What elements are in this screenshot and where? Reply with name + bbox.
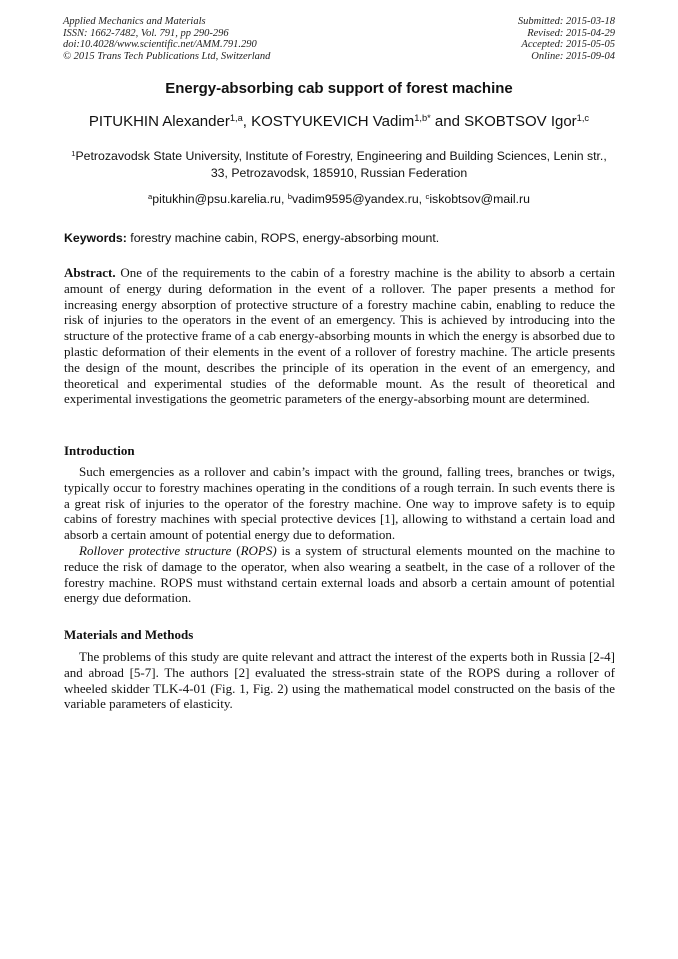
author-name: PITUKHIN Alexander bbox=[88, 113, 230, 130]
abstract-label: Abstract. bbox=[64, 265, 116, 280]
journal-name: Applied Mechanics and Materials bbox=[63, 16, 206, 27]
methods-section bbox=[64, 649, 615, 712]
keywords-label: Keywords: bbox=[64, 231, 127, 245]
author-list bbox=[0, 113, 678, 130]
italic-abbreviation: ROPS) bbox=[240, 542, 277, 558]
paper-title: Energy-absorbing cab support of forest machine bbox=[165, 80, 513, 97]
author-separator: , bbox=[242, 113, 252, 130]
paren-open: ( bbox=[231, 542, 241, 558]
revised-date: Revised: 2015-04-29 bbox=[527, 27, 615, 39]
author-separator: and bbox=[430, 113, 465, 130]
author-superscript: 1,a bbox=[229, 112, 243, 123]
doi-line: doi:10.4028/www.scientific.net/AMM.791.290 bbox=[63, 39, 257, 50]
email-superscript: c bbox=[425, 191, 430, 201]
paragraph: Such emergencies as a rollover and cabin’s impact with the ground, falling trees, branches or twigs, typically occur to forestry machines operating in the conditions of a rough terrain. In such events there is a great risk of injuries to the operator of the forestry machine. One way to improve safety is to equip cabins of forestry machines with special protective devices [1], allowing to withstand a certain load and absorb a certain amount of potential energy due to deformation. bbox=[64, 464, 615, 543]
keywords bbox=[64, 231, 615, 245]
issn-line: ISSN: 1662-7482, Vol. 791, pp 290-296 bbox=[63, 27, 229, 39]
online-date: Online: 2015-09-04 bbox=[531, 50, 615, 62]
email-address[interactable]: iskobtsov@mail.ru bbox=[429, 192, 530, 206]
paragraph: The problems of this study are quite relevant and attract the interest of the experts both in Russia [2-4] and abroad [5-7]. The authors [2] evaluated the stress-strain state of the ROPS during a rollover of wheeled skidder TLK-4-01 (Fig. 1, Fig. 2) using the mathematical model constructed on the basis of the variable parameters of elasticity. bbox=[64, 649, 615, 712]
affiliation-text: Petrozavodsk State University, Institute of Forestry, Engineering and Building Sciences, Lenin str., 33, Petrozavodsk, 185910, Russian Federation bbox=[75, 149, 607, 180]
author-superscript: 1,b* bbox=[414, 112, 431, 123]
author-superscript: 1,c bbox=[576, 112, 590, 123]
email-address[interactable]: vadim9595@yandex.ru bbox=[292, 192, 419, 206]
abstract-text: One of the requirements to the cabin of a forestry machine is the ability to absorb a certain amount of energy during deformation in the event of a rollover. The paper presents a method for increasing energy absorption of protective structure of a forestry machine cabin, enabling to reduce the risk of injuries to the operators in the event of an emergency. This is achieved by introducing into the structure of the protective frame of a cab energy-absorbing mounts in which the energy is absorbed due to plastic deformation of their elements in the event of a rollover of forestry machine. The article presents the design of the mount, describes the principle of its operation in the event of an emergency, and theoretical and experimental studies of the deformable mount. As the result of theoretical and experimental investigations the geometric parameters of the energy-absorbing mount are determined. bbox=[64, 265, 615, 407]
paragraph-text: is a system of structural elements mounted on the machine to reduce the risk of damage to the operator, when also wearing a seatbelt, in the case of a rollover of the forestry machine. ROPS must withstand certain external loads and absorb a certain amount of potential energy due deformation. bbox=[64, 542, 616, 606]
italic-term: Rollover protective structure bbox=[79, 542, 232, 558]
dates-info bbox=[518, 16, 615, 62]
keywords-text: forestry machine cabin, ROPS, energy-absorbing mount. bbox=[126, 231, 440, 245]
affiliation-superscript: 1 bbox=[71, 148, 76, 158]
copyright-line: © 2015 Trans Tech Publications Ltd, Switzerland bbox=[63, 50, 271, 62]
email-address[interactable]: pitukhin@psu.karelia.ru bbox=[152, 192, 281, 206]
email-superscript: a bbox=[148, 191, 153, 201]
journal-info bbox=[63, 16, 270, 62]
submitted-date: Submitted: 2015-03-18 bbox=[517, 16, 615, 27]
introduction-section bbox=[64, 464, 615, 606]
email-superscript: b bbox=[287, 191, 293, 201]
abstract bbox=[64, 265, 615, 407]
affiliation bbox=[63, 148, 615, 182]
author-name: KOSTYUKEVICH Vadim bbox=[251, 113, 415, 130]
paragraph bbox=[64, 543, 615, 606]
section-heading-introduction: Introduction bbox=[64, 443, 135, 458]
accepted-date: Accepted: 2015-05-05 bbox=[521, 39, 615, 50]
email-list: $^a$pitukhin@psu.karelia.ru, $^b$vadim9595@yandex.ru, $^c$iskobtsov@mail.ru bbox=[148, 191, 530, 206]
section-heading-methods: Materials and Methods bbox=[64, 627, 194, 642]
author-name: SKOBTSOV Igor bbox=[464, 113, 577, 130]
